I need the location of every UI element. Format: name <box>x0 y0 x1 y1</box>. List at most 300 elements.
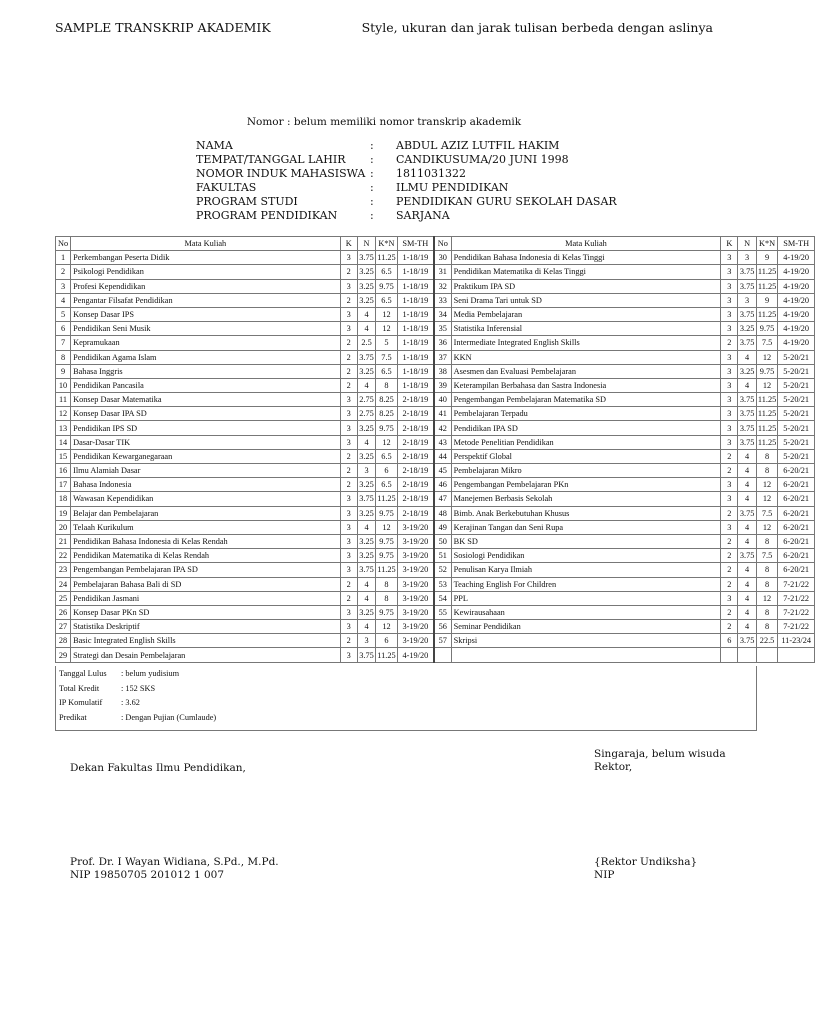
course-name: Pengantar Filsafat Pendidikan <box>71 293 341 307</box>
course-name: Pengembangan Pembelajaran PKn <box>451 478 721 492</box>
course-grade: 3.25 <box>738 364 756 378</box>
course-semester: 3-19/20 <box>397 549 434 563</box>
course-credit: 3 <box>340 605 357 619</box>
course-semester: 6-20/21 <box>778 464 815 478</box>
summary-row <box>59 669 179 678</box>
course-kn: 9.75 <box>376 549 398 563</box>
course-semester: 5-20/21 <box>778 364 815 378</box>
course-kn: 7.5 <box>376 350 398 364</box>
course-grade: 2.5 <box>357 336 375 350</box>
course-name: KKN <box>451 350 721 364</box>
course-no: 9 <box>56 364 71 378</box>
header-n: N <box>357 237 375 251</box>
course-semester: 3-19/20 <box>397 563 434 577</box>
course-credit: 3 <box>721 393 738 407</box>
header-course: Mata Kuliah <box>71 237 341 251</box>
course-credit: 2 <box>721 449 738 463</box>
table-row <box>56 648 815 662</box>
student-info-label: TEMPAT/TANGGAL LAHIR <box>196 153 346 166</box>
course-name: Statistika Deskriptif <box>71 620 341 634</box>
course-name: Pembelajaran Mikro <box>451 464 721 478</box>
student-info-row <box>196 153 617 167</box>
table-row <box>56 591 815 605</box>
course-no: 30 <box>434 251 451 265</box>
course-no: 38 <box>434 364 451 378</box>
course-semester: 2-18/19 <box>397 464 434 478</box>
course-name: Seni Drama Tari untuk SD <box>451 293 721 307</box>
header-no: No <box>56 237 71 251</box>
course-no: 7 <box>56 336 71 350</box>
course-semester: 6-20/21 <box>778 534 815 548</box>
student-info-label: NOMOR INDUK MAHASISWA <box>196 167 366 180</box>
course-kn: 9.75 <box>376 534 398 548</box>
course-semester: 6-20/21 <box>778 520 815 534</box>
course-grade: 3.25 <box>357 605 375 619</box>
course-credit: 3 <box>721 407 738 421</box>
course-kn: 7.5 <box>756 506 778 520</box>
grade-table <box>55 236 815 663</box>
course-credit: 3 <box>721 293 738 307</box>
course-no: 34 <box>434 307 451 321</box>
course-grade: 3.25 <box>357 293 375 307</box>
table-row <box>56 620 815 634</box>
course-semester: 3-19/20 <box>397 634 434 648</box>
course-grade: 4 <box>738 620 756 634</box>
course-kn: 8 <box>756 563 778 577</box>
course-name: Pembelajaran Bahasa Bali di SD <box>71 577 341 591</box>
student-info-row <box>196 139 617 153</box>
course-no: 20 <box>56 520 71 534</box>
course-kn: 5 <box>376 336 398 350</box>
course-semester: 5-20/21 <box>778 350 815 364</box>
header-k: K <box>340 237 357 251</box>
course-grade: 4 <box>738 563 756 577</box>
course-semester: 2-18/19 <box>397 478 434 492</box>
course-no: 48 <box>434 506 451 520</box>
course-no: 42 <box>434 421 451 435</box>
course-grade: 2.75 <box>357 407 375 421</box>
course-kn: 9 <box>756 251 778 265</box>
course-semester: 3-19/20 <box>397 591 434 605</box>
course-credit: 3 <box>340 251 357 265</box>
rector-nip: NIP <box>594 869 615 881</box>
course-semester <box>778 648 815 662</box>
table-row <box>56 378 815 392</box>
course-kn: 6.5 <box>376 265 398 279</box>
header-smth: SM-TH <box>397 237 434 251</box>
course-kn: 11.25 <box>756 265 778 279</box>
course-name: Bimb. Anak Berkebutuhan Khusus <box>451 506 721 520</box>
course-credit: 2 <box>340 265 357 279</box>
course-name: Pendidikan Agama Islam <box>71 350 341 364</box>
course-name: Pendidikan Pancasila <box>71 378 341 392</box>
course-name: Pendidikan Matematika di Kelas Rendah <box>71 549 341 563</box>
course-credit: 3 <box>340 307 357 321</box>
course-kn: 11.25 <box>756 307 778 321</box>
course-credit: 2 <box>340 378 357 392</box>
course-credit: 2 <box>340 336 357 350</box>
course-no: 52 <box>434 563 451 577</box>
table-row <box>56 336 815 350</box>
course-semester: 2-18/19 <box>397 421 434 435</box>
course-semester: 2-18/19 <box>397 449 434 463</box>
course-credit: 3 <box>721 520 738 534</box>
course-credit: 3 <box>340 492 357 506</box>
student-info-value: CANDIKUSUMA/20 JUNI 1998 <box>396 153 569 166</box>
course-grade: 4 <box>738 492 756 506</box>
course-kn: 12 <box>756 378 778 392</box>
course-no: 35 <box>434 322 451 336</box>
dean-signature-block <box>70 762 246 775</box>
student-info-row <box>196 195 617 209</box>
course-no: 44 <box>434 449 451 463</box>
course-no: 21 <box>56 534 71 548</box>
header-n: N <box>738 237 756 251</box>
course-credit: 2 <box>721 464 738 478</box>
course-kn: 12 <box>756 520 778 534</box>
course-grade: 4 <box>738 520 756 534</box>
course-no: 32 <box>434 279 451 293</box>
course-semester: 4-19/20 <box>778 251 815 265</box>
course-credit: 2 <box>340 350 357 364</box>
course-grade: 3.75 <box>357 648 375 662</box>
course-semester: 4-19/20 <box>778 293 815 307</box>
course-grade: 3.25 <box>357 449 375 463</box>
course-semester: 2-18/19 <box>397 435 434 449</box>
course-kn: 12 <box>376 620 398 634</box>
course-kn: 11.25 <box>376 563 398 577</box>
course-no: 2 <box>56 265 71 279</box>
course-semester: 1-18/19 <box>397 378 434 392</box>
rector-signature-block <box>594 748 726 774</box>
course-no: 53 <box>434 577 451 591</box>
course-kn: 12 <box>376 520 398 534</box>
course-grade: 4 <box>738 478 756 492</box>
course-credit: 3 <box>340 435 357 449</box>
course-grade: 3.75 <box>738 265 756 279</box>
course-credit: 3 <box>721 279 738 293</box>
course-credit: 3 <box>340 421 357 435</box>
course-semester: 1-18/19 <box>397 307 434 321</box>
table-row <box>56 393 815 407</box>
course-kn: 11.25 <box>756 435 778 449</box>
student-info-value: PENDIDIKAN GURU SEKOLAH DASAR <box>396 195 617 208</box>
signing-place: Singaraja, belum wisuda <box>594 748 726 760</box>
course-grade: 3.75 <box>738 407 756 421</box>
summary-label: IP Komulatif <box>59 698 103 707</box>
course-kn: 11.25 <box>376 492 398 506</box>
course-grade: 3 <box>738 251 756 265</box>
course-grade: 3 <box>357 634 375 648</box>
course-semester: 6-20/21 <box>778 492 815 506</box>
course-no: 43 <box>434 435 451 449</box>
course-semester: 2-18/19 <box>397 407 434 421</box>
course-name: Pendidikan Matematika di Kelas Tinggi <box>451 265 721 279</box>
course-no: 17 <box>56 478 71 492</box>
course-semester: 5-20/21 <box>778 378 815 392</box>
student-info-value: 1811031322 <box>396 167 466 180</box>
course-kn: 12 <box>756 350 778 364</box>
course-grade: 3.75 <box>738 435 756 449</box>
course-name: Praktikum IPA SD <box>451 279 721 293</box>
course-name: Pengembangan Pembelajaran IPA SD <box>71 563 341 577</box>
course-credit: 2 <box>721 506 738 520</box>
course-name: Penulisan Karya Ilmiah <box>451 563 721 577</box>
course-semester: 7-21/22 <box>778 577 815 591</box>
course-credit: 2 <box>721 549 738 563</box>
course-name: Pendidikan Bahasa Indonesia di Kelas Rendah <box>71 534 341 548</box>
course-no: 13 <box>56 421 71 435</box>
course-no: 18 <box>56 492 71 506</box>
student-info-separator: : <box>370 139 374 152</box>
course-credit: 3 <box>340 648 357 662</box>
table-row <box>56 563 815 577</box>
course-no: 23 <box>56 563 71 577</box>
table-row <box>56 549 815 563</box>
course-grade: 3.75 <box>738 549 756 563</box>
grade-table-header <box>56 237 815 251</box>
course-semester: 5-20/21 <box>778 449 815 463</box>
course-kn <box>756 648 778 662</box>
course-no: 49 <box>434 520 451 534</box>
course-credit: 3 <box>721 364 738 378</box>
course-kn: 8 <box>756 577 778 591</box>
course-semester: 7-21/22 <box>778 605 815 619</box>
course-semester: 4-19/20 <box>778 307 815 321</box>
student-info-value: SARJANA <box>396 209 450 222</box>
table-row <box>56 464 815 478</box>
student-info-row <box>196 167 617 181</box>
course-grade: 3.25 <box>357 534 375 548</box>
course-no: 40 <box>434 393 451 407</box>
course-semester: 2-18/19 <box>397 393 434 407</box>
course-semester: 4-19/20 <box>778 279 815 293</box>
course-no: 6 <box>56 322 71 336</box>
student-info-row <box>196 181 617 195</box>
course-grade: 3 <box>738 293 756 307</box>
course-grade: 3.75 <box>738 421 756 435</box>
course-credit: 3 <box>721 478 738 492</box>
course-name: Pendidikan IPS SD <box>71 421 341 435</box>
course-no: 56 <box>434 620 451 634</box>
course-name: Pendidikan Jasmani <box>71 591 341 605</box>
course-grade: 4 <box>357 435 375 449</box>
course-grade: 3.25 <box>357 265 375 279</box>
course-credit: 2 <box>340 478 357 492</box>
course-credit: 3 <box>721 251 738 265</box>
course-credit: 2 <box>340 464 357 478</box>
course-credit: 3 <box>340 563 357 577</box>
course-credit: 3 <box>721 492 738 506</box>
course-name: Perspektif Global <box>451 449 721 463</box>
course-semester: 1-18/19 <box>397 265 434 279</box>
course-kn: 8 <box>376 577 398 591</box>
course-kn: 9.75 <box>376 421 398 435</box>
course-credit: 3 <box>340 407 357 421</box>
course-no: 29 <box>56 648 71 662</box>
course-no: 57 <box>434 634 451 648</box>
course-kn: 11.25 <box>756 407 778 421</box>
table-row <box>56 350 815 364</box>
course-no: 50 <box>434 534 451 548</box>
course-name: Kerajinan Tangan dan Seni Rupa <box>451 520 721 534</box>
course-grade: 3.75 <box>357 251 375 265</box>
course-name: Intermediate Integrated English Skills <box>451 336 721 350</box>
course-grade: 3 <box>357 464 375 478</box>
course-semester: 6-20/21 <box>778 506 815 520</box>
course-name: Asesmen dan Evaluasi Pembelajaran <box>451 364 721 378</box>
rector-name-block <box>594 856 697 882</box>
course-credit: 3 <box>340 506 357 520</box>
table-row <box>56 506 815 520</box>
course-kn: 11.25 <box>376 648 398 662</box>
course-credit: 3 <box>340 279 357 293</box>
course-semester: 5-20/21 <box>778 407 815 421</box>
course-grade: 4 <box>738 378 756 392</box>
course-no: 24 <box>56 577 71 591</box>
dean-name-block <box>70 856 279 882</box>
course-name: Keterampilan Berbahasa dan Sastra Indonesia <box>451 378 721 392</box>
course-semester: 1-18/19 <box>397 336 434 350</box>
course-kn: 9.75 <box>756 322 778 336</box>
student-info <box>196 139 617 223</box>
course-no: 5 <box>56 307 71 321</box>
summary-row <box>59 684 155 693</box>
course-credit: 2 <box>340 634 357 648</box>
course-semester: 1-18/19 <box>397 350 434 364</box>
course-grade: 4 <box>738 591 756 605</box>
course-kn: 9.75 <box>376 279 398 293</box>
course-kn: 8 <box>376 591 398 605</box>
course-credit <box>721 648 738 662</box>
course-kn: 11.25 <box>756 393 778 407</box>
course-credit: 3 <box>721 421 738 435</box>
course-name: BK SD <box>451 534 721 548</box>
course-no: 15 <box>56 449 71 463</box>
course-semester: 3-19/20 <box>397 577 434 591</box>
course-kn: 8 <box>756 605 778 619</box>
course-grade: 4 <box>357 307 375 321</box>
course-kn: 11.25 <box>756 421 778 435</box>
student-info-row <box>196 209 617 223</box>
course-no: 41 <box>434 407 451 421</box>
course-no: 12 <box>56 407 71 421</box>
course-no: 11 <box>56 393 71 407</box>
student-info-label: PROGRAM STUDI <box>196 195 298 208</box>
course-name: Sosiologi Pendidikan <box>451 549 721 563</box>
course-name: Skripsi <box>451 634 721 648</box>
student-info-separator: : <box>370 153 374 166</box>
course-kn: 11.25 <box>756 279 778 293</box>
course-credit: 2 <box>340 293 357 307</box>
course-kn: 8.25 <box>376 407 398 421</box>
course-kn: 6.5 <box>376 449 398 463</box>
course-grade: 4 <box>738 605 756 619</box>
table-row <box>56 421 815 435</box>
header-course: Mata Kuliah <box>451 237 721 251</box>
course-grade: 4 <box>738 534 756 548</box>
course-grade: 3.75 <box>738 393 756 407</box>
course-grade: 3.25 <box>357 421 375 435</box>
course-semester: 3-19/20 <box>397 534 434 548</box>
course-grade: 3.25 <box>738 322 756 336</box>
course-no: 31 <box>434 265 451 279</box>
student-info-separator: : <box>370 195 374 208</box>
course-name: Pembelajaran Terpadu <box>451 407 721 421</box>
course-no: 22 <box>56 549 71 563</box>
table-row <box>56 364 815 378</box>
course-no: 25 <box>56 591 71 605</box>
document-note: Style, ukuran dan jarak tulisan berbeda dengan aslinya <box>361 20 713 35</box>
dean-name: Prof. Dr. I Wayan Widiana, S.Pd., M.Pd. <box>70 856 279 868</box>
course-no: 55 <box>434 605 451 619</box>
course-semester: 2-18/19 <box>397 506 434 520</box>
course-kn: 6.5 <box>376 364 398 378</box>
course-kn: 7.5 <box>756 549 778 563</box>
course-name: Belajar dan Pembelajaran <box>71 506 341 520</box>
course-grade: 3.25 <box>357 506 375 520</box>
course-credit: 3 <box>721 435 738 449</box>
header-kn: K*N <box>756 237 778 251</box>
course-grade: 4 <box>357 520 375 534</box>
course-no: 54 <box>434 591 451 605</box>
summary-label: Predikat <box>59 712 87 722</box>
course-grade: 3.75 <box>738 506 756 520</box>
course-grade: 4 <box>357 322 375 336</box>
course-kn: 11.25 <box>376 251 398 265</box>
course-name: Statistika Inferensial <box>451 322 721 336</box>
course-no: 37 <box>434 350 451 364</box>
course-no: 8 <box>56 350 71 364</box>
header-kn: K*N <box>376 237 398 251</box>
course-grade: 3.75 <box>738 307 756 321</box>
course-kn: 8.25 <box>376 393 398 407</box>
student-info-label: FAKULTAS <box>196 181 257 194</box>
course-grade: 2.75 <box>357 393 375 407</box>
course-name: Konsep Dasar Matematika <box>71 393 341 407</box>
student-info-separator: : <box>370 181 374 194</box>
course-name: Basic Integrated English Skills <box>71 634 341 648</box>
course-semester: 4-19/20 <box>778 322 815 336</box>
course-name: PPL <box>451 591 721 605</box>
course-semester: 11-23/24 <box>778 634 815 648</box>
course-name: Metode Penelitian Pendidikan <box>451 435 721 449</box>
course-credit: 2 <box>340 577 357 591</box>
course-name: Konsep Dasar PKn SD <box>71 605 341 619</box>
course-kn: 8 <box>376 378 398 392</box>
table-row <box>56 251 815 265</box>
course-kn: 6.5 <box>376 293 398 307</box>
table-row <box>56 265 815 279</box>
course-name: Pendidikan IPA SD <box>451 421 721 435</box>
course-name: Wawasan Kependidikan <box>71 492 341 506</box>
course-name: Strategi dan Desain Pembelajaran <box>71 648 341 662</box>
course-no: 51 <box>434 549 451 563</box>
student-info-value: ABDUL AZIZ LUTFIL HAKIM <box>396 139 560 152</box>
course-name: Psikologi Pendidikan <box>71 265 341 279</box>
course-name: Bahasa Indonesia <box>71 478 341 492</box>
course-no: 33 <box>434 293 451 307</box>
course-no: 36 <box>434 336 451 350</box>
course-grade: 4 <box>357 620 375 634</box>
course-grade: 3.75 <box>738 634 756 648</box>
course-credit: 3 <box>340 393 357 407</box>
course-kn: 6 <box>376 464 398 478</box>
document-title: SAMPLE TRANSKRIP AKADEMIK <box>55 20 271 35</box>
table-row <box>56 293 815 307</box>
course-credit: 3 <box>340 534 357 548</box>
course-no: 45 <box>434 464 451 478</box>
